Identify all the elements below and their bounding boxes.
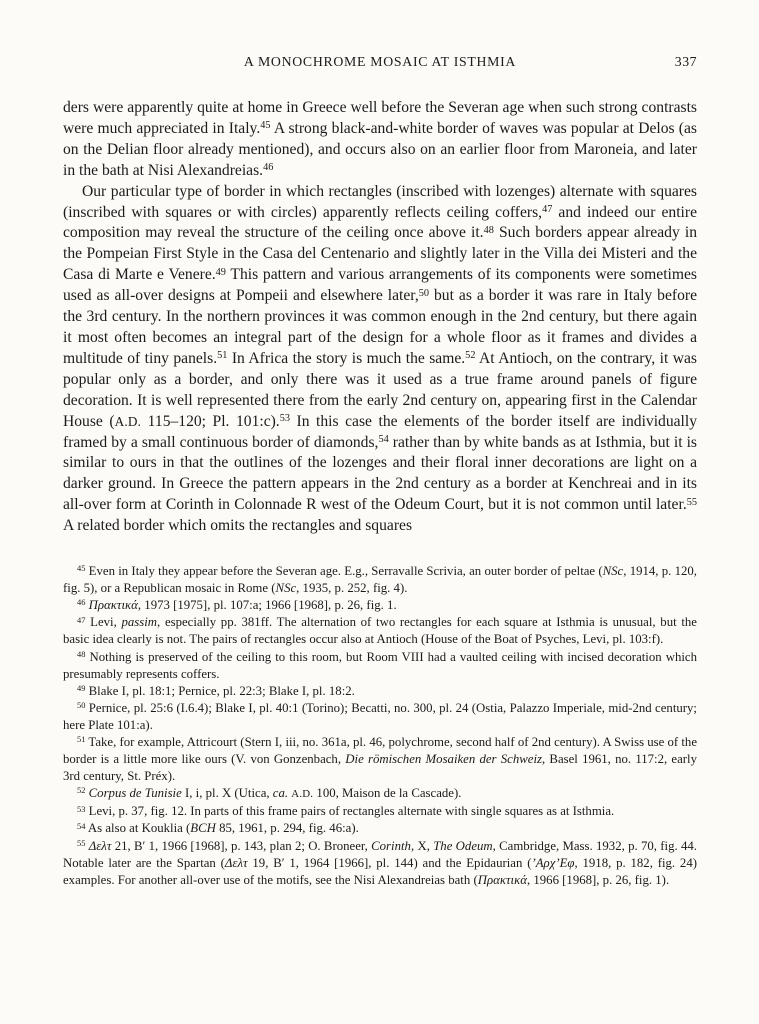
paragraph-continuation: ders were apparently quite at home in Greece well before the Severan age when such strong contrasts were much appreciated in Italy.$^{45}$ A strong black-and-white border of waves was popular at Delos (as on the Delian floor already mentioned), and occurs also on an earlier floor from Maroneia, and later in the bath at Nisi Alexandreias.$^{46}$ bbox=[63, 99, 697, 179]
footnote-46: $^{46}$ Πρακτικά, 1973 [1975], pl. 107:a; 1966 [1968], p. 26, fig. 1. bbox=[77, 597, 397, 613]
body-text bbox=[63, 98, 697, 537]
footnote-47: $^{47}$ Levi, passim, especially pp. 381ff. The alternation of two rectangles for each square at Isthmia is unusual, but the basic idea clearly is not. The pairs of rectangles occur also at Antioch (House of the Boat of Psyches, Levi, pl. 103:f). bbox=[63, 614, 697, 647]
footnote-50: $^{50}$ Pernice, pl. 25:6 (I.6.4); Blake I, pl. 40:1 (Torino); Becatti, no. 300, pl. 24 (Ostia, Palazzo Imperiale, mid-2nd century; here Plate 101:a). bbox=[63, 699, 697, 732]
footnote-55: $^{55}$ Δελτ 21, Β′ 1, 1966 [1968], p. 143, plan 2; O. Broneer, Corinth, X, The Odeum, Cambridge, Mass. 1932, p. 70, fig. 44. Notable later are the Spartan (Δελτ 19, Β′ 1, 1964 [1966], pl. 144) and the Epidaurian (’Αρχ’Εφ, 1918, p. 182, fig. 24) examples. For another all-over use of the motifs, see the Nisi Alexandreias bath (Πρακτικά, 1966 [1968], p. 26, fig. 1). bbox=[63, 837, 697, 887]
footnote-53: $^{53}$ Levi, p. 37, fig. 12. In parts of this frame pairs of rectangles alternate with single squares as at Isthmia. bbox=[77, 803, 615, 819]
footnote-45: $^{45}$ Even in Italy they appear before the Severan age. E.g., Serravalle Scrivia, an outer border of peltae (NSc, 1914, p. 120, fig. 5), or a Republican mosaic in Rome (NSc, 1935, p. 252, fig. 4). bbox=[63, 563, 697, 596]
footnote-51: $^{51}$ Take, for example, Attricourt (Stern I, iii, no. 361a, pl. 46, polychrome, second half of 2nd century). A Swiss use of the border is a little more like ours (V. von Gonzenbach, Die römischen Mosaiken der Schweiz, Basel 1961, no. 117:2, early 3rd century, St. Préx). bbox=[63, 734, 698, 784]
footnote-48: $^{48}$ Nothing is preserved of the ceiling to this room, but Room VIII had a vaulted ceiling with incised decoration which presumably represents coffers. bbox=[63, 648, 697, 681]
footnote-54: $^{54}$ As also at Kouklia (BCH 85, 1961, p. 294, fig. 46:a). bbox=[77, 820, 359, 836]
footnotes-section bbox=[63, 563, 697, 889]
page-header bbox=[63, 54, 697, 72]
footnote-49: $^{49}$ Blake I, pl. 18:1; Pernice, pl. 22:3; Blake I, pl. 18:2. bbox=[77, 682, 355, 698]
running-title: A MONOCHROME MOSAIC AT ISTHMIA bbox=[243, 54, 517, 69]
footnote-52: $^{52}$ Corpus de Tunisie I, i, pl. X (Utica, ca. A.D. 100, Maison de la Cascade). bbox=[77, 785, 462, 801]
page-number: 337 bbox=[674, 54, 697, 69]
paragraph-main: Our particular type of border in which rectangles (inscribed with lozenges) alternate with squares (inscribed with squares or with circles) apparently reflects ceiling coffers,$^{47}$ and indeed our entire composition may reveal the structure of the ceiling once above it.$^{48}$ Such borders appear already in the Pompeian First Style in the Casa del Centenario and slightly later in the Villa dei Misteri and the Casa di Marte e Venere.$^{49}$ This pattern and various arrangements of its components were sometimes used as all-over designs at Pompeii and elsewhere later,$^{50}$ but as a border it was rare in Italy before the 3rd century. In the northern provinces it was common enough in the 2nd century, but there again it most often becomes an integral part of the design for a whole floor as it frames and divides a multitude of tiny panels.$^{51}$ In Africa the story is much the same.$^{52}$ At Antioch, on the contrary, it was popular only as a border, and only there was it used as a true frame around panels of figure decoration. It is well represented there from the early 2nd century on, appearing first in the Calendar House (A.D. 115–120; Pl. 101:c).$^{53}$ In this case the elements of the border itself are individually framed by a small continuous border of diamonds,$^{54}$ rather than by white bands as at Isthmia, but it is similar to ours in that the outlines of the lozenges and their floral inner decorations are light on a darker ground. In Greece the pattern appears in the 2nd century as a border at Kenchreai and in its all-over form at Corinth in Colonnade R west of the Odeum Court, but it is not common until later.$^{55}$ A related border which omits the rectangles and squares bbox=[63, 182, 698, 535]
